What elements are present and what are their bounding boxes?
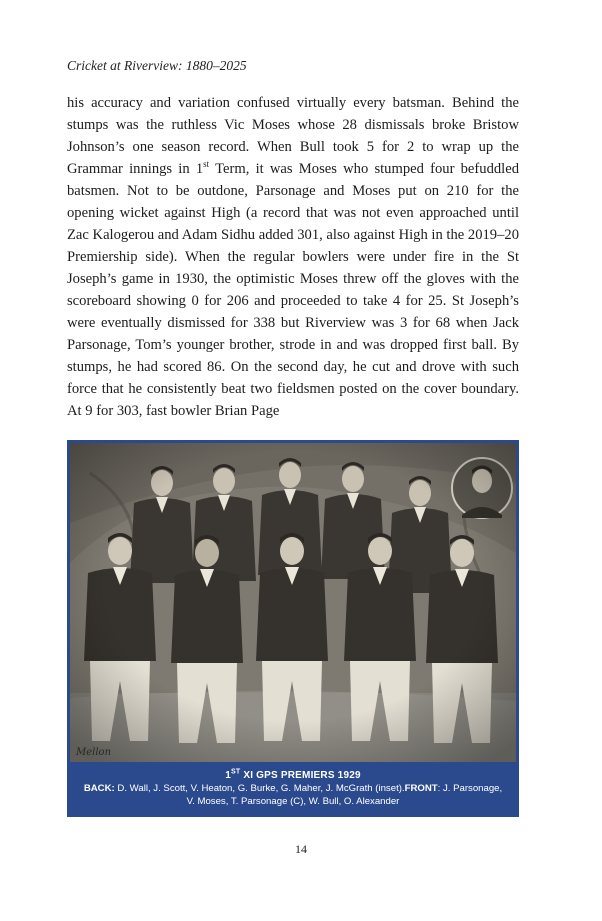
team-photo [70,443,516,762]
ordinal-suffix: st [203,159,210,170]
figure-caption [67,766,519,808]
text-part-1: his accuracy and variation confused virtually every batsman. Behind the stumps was the ruthless Vic Moses whose 28 dismissals broke Bristow Johnson’s one season record. When Bull took 5 for 2 to wrap up the Grammar innings in 1 [67,95,519,177]
team-photo-figure [67,440,519,817]
caption-title-suffix: ST [231,768,241,776]
front-row-label: FRONT [404,783,438,794]
text-part-2: Term, it was Moses who stumped four befuddled batsmen. Not to be outdone, Parsonage and Moses put on 210 for the opening wicket against High (a record that was not even approached until Zac Kalogerou and Adam Sidhu added 301, also against High in the 2019–20 Premiership side). When the regular bowlers were under fire in the St Joseph’s game in 1930, the optimistic Moses threw off the gloves with the scoreboard showing 0 for 206 and proceeded to take 4 for 25. St Joseph’s were eventually dismissed for 338 but Riverview was 3 for 68 when Jack Parsonage, Tom’s younger brother, strode in and was dropped first ball. By stumps, he had scored 86. On the second day, he cut and drove with such force that he consistently beat two fieldsmen posted on the cover boundary. At 9 for 303, fast bowler Brian Page [67,161,519,419]
caption-title-text: XI GPS PREMIERS 1929 [240,770,361,781]
team-photo-illustration [70,443,516,762]
caption-line-1 [67,782,519,795]
running-head: Cricket at Riverview: 1880–2025 [67,58,247,73]
caption-line-2: V. Moses, T. Parsonage (C), W. Bull, O. Alexander [186,796,400,807]
body-text [67,92,519,422]
back-row-label: BACK: [83,783,115,794]
caption-title [67,769,519,782]
caption-title-number: 1 [225,770,232,781]
front-row-names-start: : J. Parsonage, [437,783,503,794]
photographer-mark: Mellon [76,747,112,758]
page-number: 14 [295,842,307,856]
back-row-names: D. Wall, J. Scott, V. Heaton, G. Burke, G. Maher, J. McGrath (inset). [114,783,405,794]
paragraph [67,92,519,422]
